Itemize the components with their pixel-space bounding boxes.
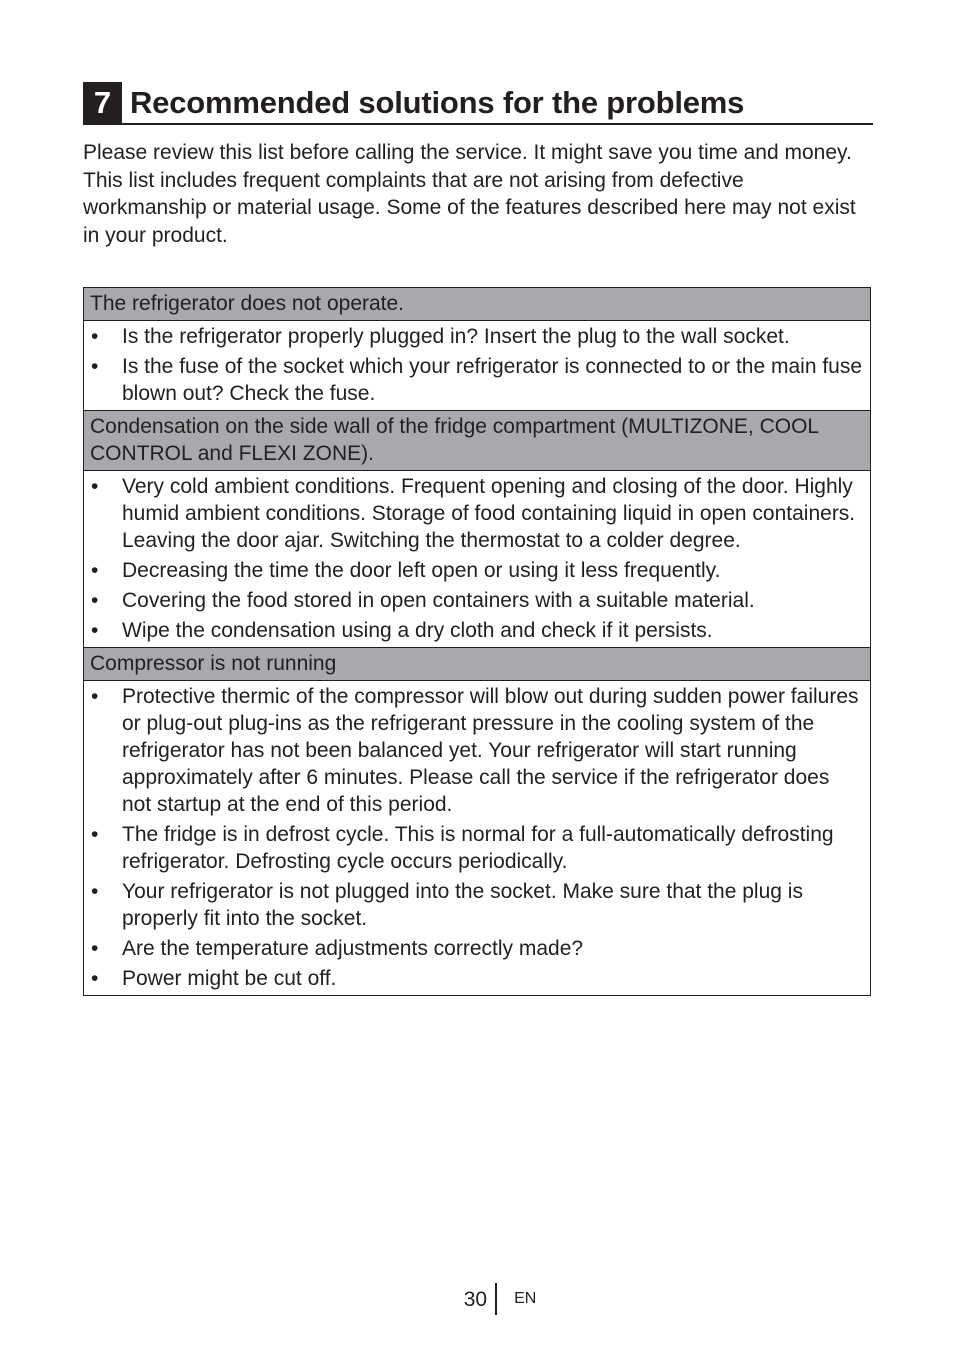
solution-text: Very cold ambient conditions. Frequent opening and closing of the door. Highly humid ambient conditions. Storage of food containing liquid in open containers. Leaving the door ajar. Switching the thermostat to a colder degree.: [122, 475, 856, 552]
problem-solutions: [84, 681, 870, 995]
solution-text: Are the temperature adjustments correctly made?: [122, 937, 584, 960]
intro-paragraph: Please review this list before calling the service. It might save you time and money. This list includes frequent complaints that are not arising from defective workmanship or material usage. Some of the features described here may not exist in your product.: [83, 141, 856, 247]
bullet-icon: •: [91, 823, 99, 846]
solution-text: Wipe the condensation using a dry cloth and check if it persists.: [122, 619, 713, 642]
page-title: Recommended solutions for the problems: [130, 85, 745, 120]
list-item: [90, 965, 864, 992]
section-heading: [83, 82, 873, 125]
list-item: [90, 323, 864, 350]
problem-title: The refrigerator does not operate.: [84, 288, 870, 321]
bullet-icon: •: [91, 685, 99, 708]
solution-list: [90, 683, 864, 992]
bullet-icon: •: [91, 559, 99, 582]
bullet-icon: •: [91, 589, 99, 612]
problem-solutions: [84, 321, 870, 411]
problem-title: Compressor is not running: [84, 648, 870, 681]
list-item: [90, 557, 864, 584]
solution-text: Is the fuse of the socket which your refrigerator is connected to or the main fuse blown out? Check the fuse.: [122, 355, 863, 405]
bullet-icon: •: [91, 937, 99, 960]
list-item: [90, 587, 864, 614]
solution-text: Decreasing the time the door left open or using it less frequently.: [122, 559, 721, 582]
problem-solutions: [84, 471, 870, 648]
page-footer: [0, 1283, 954, 1315]
bullet-icon: •: [91, 355, 99, 378]
language-code: EN: [514, 1290, 537, 1307]
solution-text: Is the refrigerator properly plugged in? Insert the plug to the wall socket.: [122, 325, 790, 348]
list-item: [90, 935, 864, 962]
troubleshooting-table: [83, 287, 871, 996]
list-item: [90, 353, 864, 407]
bullet-icon: •: [91, 880, 99, 903]
solution-text: The fridge is in defrost cycle. This is normal for a full-automatically defrosting refrigerator. Defrosting cycle occurs periodically.: [122, 823, 834, 873]
solution-list: [90, 473, 864, 644]
bullet-icon: •: [91, 967, 99, 990]
bullet-icon: •: [91, 619, 99, 642]
chapter-number-badge: 7: [83, 82, 122, 123]
bullet-icon: •: [91, 475, 99, 498]
list-item: [90, 878, 864, 932]
page-number: 30: [463, 1287, 488, 1311]
solution-text: Power might be cut off.: [122, 967, 337, 990]
list-item: [90, 617, 864, 644]
solution-list: [90, 323, 864, 407]
list-item: [90, 473, 864, 554]
solution-text: Protective thermic of the compressor will blow out during sudden power failures or plug-out plug-ins as the refrigerant pressure in the cooling system of the refrigerator has not been balanced yet. Your refrigerator will start running approximately after 6 minutes. Please call the service if the refrigerator does not startup at the end of this period.: [122, 685, 859, 816]
problem-title: Condensation on the side wall of the fridge compartment (MULTIZONE, COOL CONTROL and FLEXI ZONE).: [84, 411, 870, 471]
list-item: [90, 821, 864, 875]
list-item: [90, 683, 864, 818]
solution-text: Your refrigerator is not plugged into the socket. Make sure that the plug is properly fit into the socket.: [122, 880, 803, 930]
solution-text: Covering the food stored in open containers with a suitable material.: [122, 589, 755, 612]
bullet-icon: •: [91, 325, 99, 348]
